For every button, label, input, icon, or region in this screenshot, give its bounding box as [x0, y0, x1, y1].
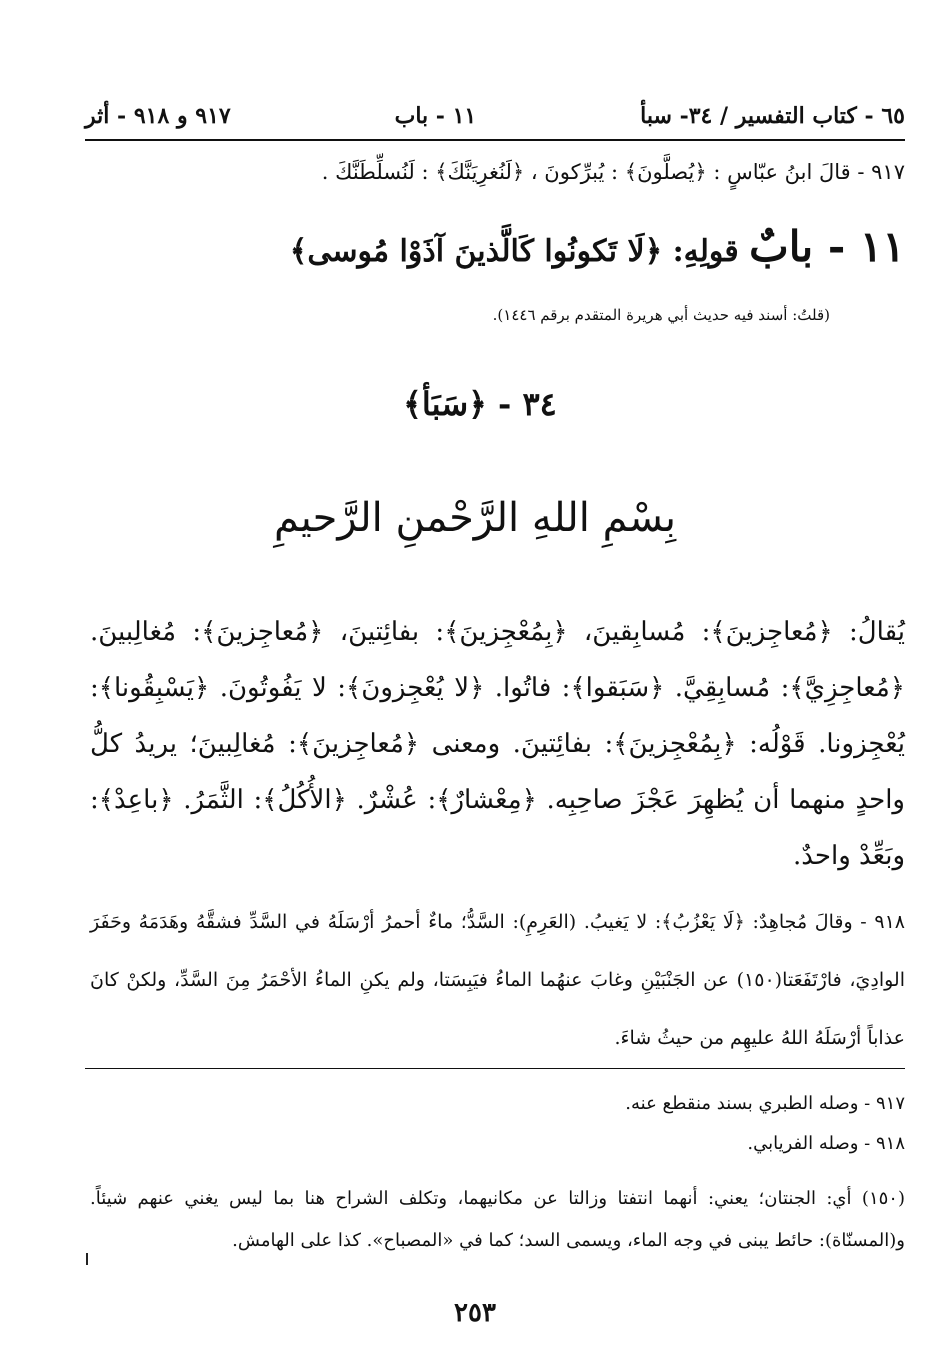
- header-section: ١١ - باب: [394, 103, 477, 129]
- footnote-divider: [85, 1068, 905, 1069]
- commentary-paragraph: يُقالُ: ﴿مُعاجِزينَ﴾: مُسابِقينَ، ﴿بِمُعْجِزينَ﴾: بفائِتينَ، ﴿مُعاجِزينَ﴾: مُغالِبينَ. ﴿مُعاجِزِيَّ﴾: مُسابِقِيَّ. ﴿سَبَقوا﴾: فاتُوا. ﴿لا يُعْجِزونَ﴾: لا يَفُوتُونَ. ﴿يَسْبِقُونا﴾: يُعْجِزونا. قَوْلُه: ﴿بِمُعْجِزينَ﴾: بفائِتينَ. ومعنى ﴿مُعاجِزينَ﴾: مُغالِبينَ؛ يريدُ كلُّ واحدٍ منهما أن يُظهِرَ عَجْزَ صاحِبِه. ﴿مِعْشارٌ﴾: عُشْرٌ. ﴿الأُكُلُ﴾: الثَّمَرُ. ﴿باعِدْ﴾: وبَعِّدْ واحدٌ.: [90, 617, 905, 871]
- athar-918-text: ٩١٨ - وقالَ مُجاهِدٌ: ﴿لَا يَعْزُبُ﴾: لا يَغيبُ. (العَرِمِ): السَّدُّ؛ ماءٌ أحمرُ أرْسَلَهُ في السَّدِّ فشقَّهُ وهَدَمَهُ وحَفَرَ الوادِيَ، فارْتَفَعَتا(١٥٠) عن الجَنْبَيْنِ وغابَ عنهُما الماءُ فيَبِسَتا، ولم يكنِ الماءُ الأحْمَرُ مِنَ السَّدِّ، ولكنْ كانَ عذاباً أرْسَلَهُ اللهُ عليهِم من حيثُ شاءَ.: [90, 911, 905, 1049]
- page-number: ٢٥٣: [454, 1298, 496, 1328]
- margin-mark: [86, 1253, 88, 1265]
- header-hadith-range: ٩١٧ و ٩١٨ - أثر: [85, 103, 231, 129]
- chapter-heading: [240, 222, 905, 271]
- athar-917-text: ٩١٧ - قالَ ابنُ عبّاسٍ : ﴿يُصلَّونَ﴾ : يُبرِّكونَ ، ﴿لَنُغرِيَنَّكَ﴾ : لَنُسلِّطَنَّكَ .: [321, 160, 905, 184]
- footnote-918: ٩١٨ - وصله الفريابي.: [747, 1133, 905, 1154]
- header-book-chapter: ٦٥ - كتاب التفسير / ٣٤- سبأ: [640, 103, 905, 129]
- editor-note: (قلتُ: أسند فيه حديث أبي هريرة المتقدم برقم ١٤٤٦).: [492, 306, 830, 324]
- basmala: بِسْمِ اللهِ الرَّحْمنِ الرَّحيمِ: [273, 495, 677, 541]
- chapter-number: ١١ - بابٌ: [749, 222, 905, 271]
- header-divider: [85, 139, 905, 141]
- chapter-title: قولِهِ: ﴿لَا تَكونُوا كَالَّذينَ آذَوْا مُوسى﴾: [289, 234, 750, 269]
- footnote-917: ٩١٧ - وصله الطبري بسند منقطع عنه.: [625, 1093, 905, 1114]
- running-header: [85, 96, 905, 136]
- surah-title: ٣٤ - ﴿سَبَأ﴾: [403, 385, 557, 423]
- footnote-150: (١٥٠) أي: الجنتان؛ يعني: أنهما انتفتا وزالتا عن مكانيهما، وتكلف الشراح هنا بما ليس يغني عنهم شيئاً. و(المسنّاة): حائط يبنى في وجه الماء، ويسمى السد؛ كما في «المصباح». كذا على الهامش.: [90, 1188, 905, 1251]
